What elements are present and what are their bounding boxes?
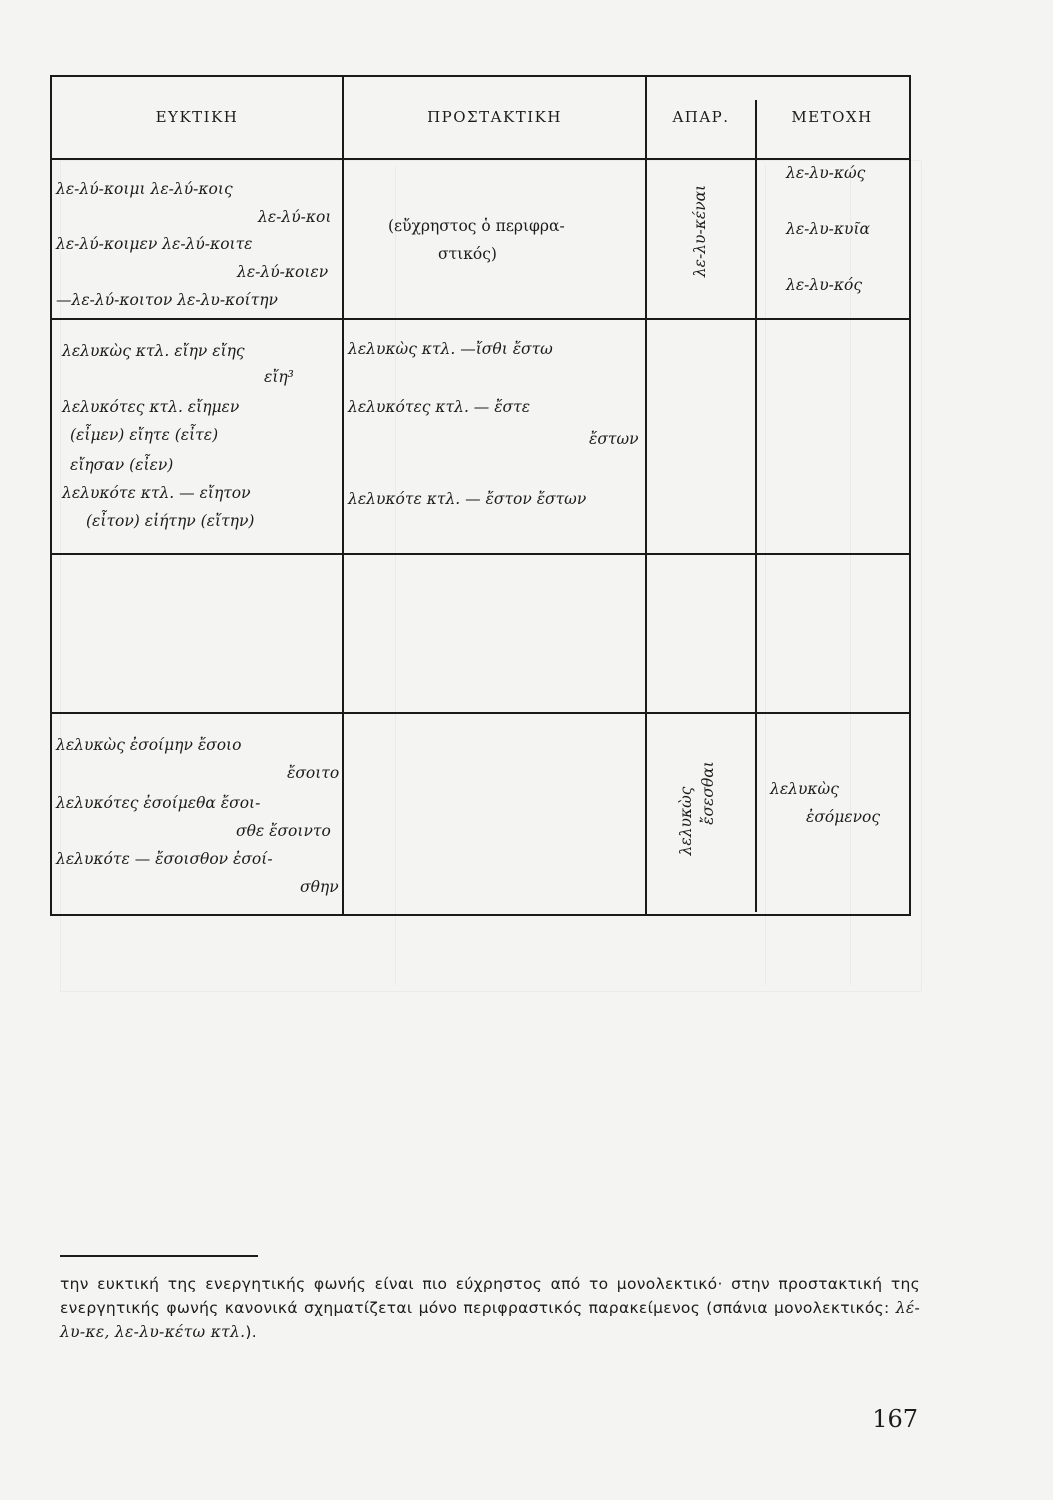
imperative-form: ἔστων <box>589 430 639 448</box>
optative-form: εἴη³ <box>264 368 294 386</box>
optative-form: λε-λύ-κοι <box>258 208 332 226</box>
optative-form: (εἶμεν) εἴητε (εἶτε) <box>70 426 219 444</box>
optative-form: ἔσοιτο <box>287 764 340 782</box>
footnote <box>60 1272 920 1344</box>
footnote-text-end: ). <box>245 1323 257 1341</box>
imperative-form: λελυκότες κτλ. — ἔστε <box>348 398 531 416</box>
column-divider <box>342 77 344 914</box>
optative-form: λελυκὼς κτλ. εἴην εἴης <box>62 342 245 360</box>
optative-form: —λε-λύ-κοιτον λε-λυ-κοίτην <box>56 291 278 309</box>
optative-form: λελυκότε κτλ. — εἴητον <box>62 484 251 502</box>
optative-form: λε-λύ-κοιμεν λε-λύ-κοιτε <box>56 235 253 253</box>
optative-form: εἴησαν (εἶεν) <box>70 456 174 474</box>
optative-form: λελυκότες κτλ. εἴημεν <box>62 398 240 416</box>
optative-form: (εἶτον) εἰήτην (εἴτην) <box>86 512 255 530</box>
header-participle: ΜΕΤΟΧΗ <box>791 108 873 126</box>
header-optative: ΕΥΚΤΙΚΗ <box>155 108 239 126</box>
optative-form: σθε ἔσοιντο <box>236 822 331 840</box>
column-divider <box>755 100 757 912</box>
optative-form: λελυκὼς ἐσοίμην ἔσοιο <box>56 736 242 754</box>
optative-form: λελυκότε — ἔσοισθον ἐσοί- <box>56 850 273 868</box>
infinitive-form: λε-λυ-κέναι <box>691 184 709 278</box>
participle-form: λε-λυ-κώς <box>786 164 866 182</box>
optative-form: λε-λύ-κοιμι λε-λύ-κοις <box>56 180 233 198</box>
row-divider <box>52 553 909 555</box>
header-imperative: ΠΡΟΣΤΑΚΤΙΚΗ <box>427 108 562 126</box>
header-infinitive: ΑΠΑΡ. <box>672 108 730 126</box>
row-divider <box>52 318 909 320</box>
optative-form: λελυκότες ἐσοίμεθα ἔσοι- <box>56 794 261 812</box>
participle-form: ἐσόμενος <box>806 808 881 826</box>
infinitive-form: λελυκὼς <box>677 786 695 856</box>
page-number: 167 <box>872 1405 918 1433</box>
infinitive-form: ἔσεσθαι <box>699 761 717 825</box>
imperative-form: λελυκότε κτλ. — ἔστον ἔστων <box>348 490 587 508</box>
imperative-note: στικός) <box>438 245 497 263</box>
row-divider <box>52 712 909 714</box>
footnote-separator <box>60 1255 258 1257</box>
optative-form: σθην <box>300 878 339 896</box>
imperative-note: (εὔχρηστος ὁ περιφρα- <box>388 217 565 235</box>
row-divider <box>52 158 909 160</box>
optative-form: λε-λύ-κοιεν <box>237 263 329 281</box>
footnote-text: την ευκτική της ενεργητικής φωνής είναι πιο εύχρηστος από το μονολεκτικό· στην προστακτική της ενεργητικής φωνής κανονικά σχηματίζεται μόνο περιφραστικός παρακείμενος (σπάνια μονολεκτικός: <box>60 1275 920 1317</box>
imperative-form: λελυκὼς κτλ. —ἴσθι ἔστω <box>348 340 553 358</box>
column-divider <box>645 77 647 914</box>
participle-form: λε-λυ-κός <box>786 276 863 294</box>
participle-form: λε-λυ-κυῖα <box>786 220 870 238</box>
footnote-italic-text: λέ-λυ-κε, λε-λυ-κέτω κτλ. <box>60 1299 920 1341</box>
participle-form: λελυκὼς <box>770 780 839 798</box>
